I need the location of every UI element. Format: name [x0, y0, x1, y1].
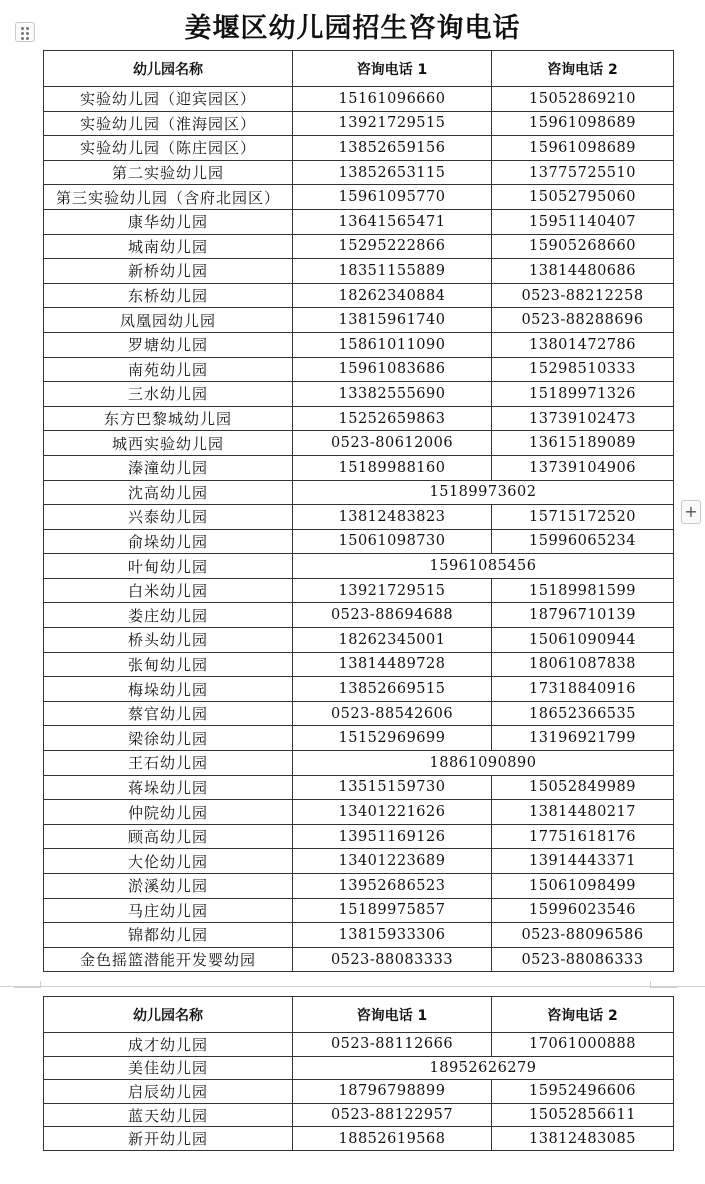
- phone-merged: 18861090890: [293, 751, 674, 776]
- add-column-button[interactable]: +: [681, 500, 701, 524]
- table-row: [44, 234, 674, 259]
- kindergarten-name: 桥头幼儿园: [44, 628, 293, 653]
- table-row: [44, 1127, 674, 1151]
- kindergarten-name: 东方巴黎城幼儿园: [44, 406, 293, 431]
- kindergarten-name: 马庄幼儿园: [44, 898, 293, 923]
- column-header-phone1: 咨询电话 1: [293, 997, 492, 1033]
- phone-2: 15996023546: [492, 898, 674, 923]
- phone-2: 15715172520: [492, 505, 674, 530]
- kindergarten-name: 白米幼儿园: [44, 578, 293, 603]
- phone-1: 15295222866: [293, 234, 492, 259]
- table-row: [44, 185, 674, 210]
- table-row: [44, 898, 674, 923]
- phone-2: 13775725510: [492, 160, 674, 185]
- phone-2: 15961098689: [492, 111, 674, 136]
- phone-2: 15952496606: [492, 1080, 674, 1104]
- phone-1: 13921729515: [293, 578, 492, 603]
- kindergarten-name: 凤凰园幼儿园: [44, 308, 293, 333]
- kindergarten-name: 蔡官幼儿园: [44, 701, 293, 726]
- table-row: [44, 209, 674, 234]
- kindergarten-name: 俞垛幼儿园: [44, 529, 293, 554]
- phone-1: 15152969699: [293, 726, 492, 751]
- table-header-row: [44, 51, 674, 87]
- phone-merged: 15189973602: [293, 480, 674, 505]
- kindergarten-name: 叶甸幼儿园: [44, 554, 293, 579]
- kindergarten-name: 新开幼儿园: [44, 1127, 293, 1151]
- phone-2: 15061098499: [492, 874, 674, 899]
- kindergarten-name: 梅垛幼儿园: [44, 677, 293, 702]
- kindergarten-name: 康华幼儿园: [44, 209, 293, 234]
- table-row: [44, 874, 674, 899]
- phone-2: 15189971326: [492, 382, 674, 407]
- phone-1: 13852653115: [293, 160, 492, 185]
- table-row: [44, 1056, 674, 1080]
- table-row: [44, 283, 674, 308]
- phone-2: 13801472786: [492, 332, 674, 357]
- kindergarten-name: 溱潼幼儿园: [44, 455, 293, 480]
- phone-merged: 15961085456: [293, 554, 674, 579]
- column-header-name: 幼儿园名称: [44, 997, 293, 1033]
- table-row: [44, 160, 674, 185]
- table-row: [44, 87, 674, 112]
- kindergarten-name: 蒋垛幼儿园: [44, 775, 293, 800]
- table-row: [44, 382, 674, 407]
- kindergarten-name: 仲院幼儿园: [44, 800, 293, 825]
- table-row: [44, 677, 674, 702]
- phone-2: 15951140407: [492, 209, 674, 234]
- column-header-phone2: 咨询电话 2: [492, 51, 674, 87]
- table-row: [44, 751, 674, 776]
- kindergarten-name: 美佳幼儿园: [44, 1056, 293, 1080]
- phone-1: 18262345001: [293, 628, 492, 653]
- phone-1: 13382555690: [293, 382, 492, 407]
- phone-1: 13921729515: [293, 111, 492, 136]
- kindergarten-name: 城西实验幼儿园: [44, 431, 293, 456]
- kindergarten-name: 第二实验幼儿园: [44, 160, 293, 185]
- phone-2: 18061087838: [492, 652, 674, 677]
- column-header-name: 幼儿园名称: [44, 51, 293, 87]
- phone-2: 13812483085: [492, 1127, 674, 1151]
- column-header-phone1: 咨询电话 1: [293, 51, 492, 87]
- kindergarten-name: 锦都幼儿园: [44, 923, 293, 948]
- table-row: [44, 357, 674, 382]
- table-row: [44, 726, 674, 751]
- table-row: [44, 480, 674, 505]
- page-break-divider: [0, 986, 705, 987]
- phone-2: 15905268660: [492, 234, 674, 259]
- phone-2: 17318840916: [492, 677, 674, 702]
- table-row: [44, 1033, 674, 1057]
- phone-2: 15996065234: [492, 529, 674, 554]
- kindergarten-name: 东桥幼儿园: [44, 283, 293, 308]
- table-row: [44, 259, 674, 284]
- table-row: [44, 947, 674, 972]
- kindergarten-name: 城南幼儿园: [44, 234, 293, 259]
- phone-1: 13852669515: [293, 677, 492, 702]
- table-row: [44, 1080, 674, 1104]
- phone-1: 0523-88542606: [293, 701, 492, 726]
- phone-1: 0523-88122957: [293, 1103, 492, 1127]
- table-row: [44, 554, 674, 579]
- kindergarten-name: 罗塘幼儿园: [44, 332, 293, 357]
- phone-2: 13814480217: [492, 800, 674, 825]
- phone-1: 0523-80612006: [293, 431, 492, 456]
- phone-2: 17751618176: [492, 824, 674, 849]
- phone-1: 18796798899: [293, 1080, 492, 1104]
- phone-1: 13952686523: [293, 874, 492, 899]
- phone-1: 13951169126: [293, 824, 492, 849]
- phone-1: 15161096660: [293, 87, 492, 112]
- phone-2: 0523-88096586: [492, 923, 674, 948]
- phone-2: 15961098689: [492, 136, 674, 161]
- kindergarten-name: 启辰幼儿园: [44, 1080, 293, 1104]
- phone-1: 15061098730: [293, 529, 492, 554]
- table-row: [44, 603, 674, 628]
- kindergarten-name: 张甸幼儿园: [44, 652, 293, 677]
- column-header-phone2: 咨询电话 2: [492, 997, 674, 1033]
- phone-2: 15052795060: [492, 185, 674, 210]
- kindergarten-name: 梁徐幼儿园: [44, 726, 293, 751]
- phone-2: 13739104906: [492, 455, 674, 480]
- phone-2: 15052869210: [492, 87, 674, 112]
- phone-1: 13815961740: [293, 308, 492, 333]
- kindergarten-name: 第三实验幼儿园（含府北园区）: [44, 185, 293, 210]
- kindergarten-name: 沈高幼儿园: [44, 480, 293, 505]
- table-header-row: [44, 997, 674, 1033]
- phone-1: 13515159730: [293, 775, 492, 800]
- phone-1: 18351155889: [293, 259, 492, 284]
- phone-1: 15961083686: [293, 357, 492, 382]
- table-row: [44, 505, 674, 530]
- phone-2: 15061090944: [492, 628, 674, 653]
- page-title: 姜堰区幼儿园招生咨询电话: [184, 13, 521, 44]
- phone-1: 0523-88083333: [293, 947, 492, 972]
- table-row: [44, 136, 674, 161]
- phone-2: 13739102473: [492, 406, 674, 431]
- table-row: [44, 529, 674, 554]
- phone-2: 15298510333: [492, 357, 674, 382]
- phone-1: 13401221626: [293, 800, 492, 825]
- table-row: [44, 824, 674, 849]
- phone-merged: 18952626279: [293, 1056, 674, 1080]
- kindergarten-name: 三水幼儿园: [44, 382, 293, 407]
- table-row: [44, 775, 674, 800]
- phone-2: 15189981599: [492, 578, 674, 603]
- kindergarten-name: 金色摇篮潜能开发婴幼园: [44, 947, 293, 972]
- phone-2: 13615189089: [492, 431, 674, 456]
- table-row: [44, 578, 674, 603]
- table-row: [44, 652, 674, 677]
- kindergarten-name: 大伦幼儿园: [44, 849, 293, 874]
- kindergarten-name: 兴泰幼儿园: [44, 505, 293, 530]
- phone-1: 13401223689: [293, 849, 492, 874]
- phone-2: 13914443371: [492, 849, 674, 874]
- phone-2: 17061000888: [492, 1033, 674, 1057]
- phone-1: 13812483823: [293, 505, 492, 530]
- phone-table: [43, 50, 674, 972]
- phone-2: 18652366535: [492, 701, 674, 726]
- table-row: [44, 308, 674, 333]
- phone-1: 0523-88694688: [293, 603, 492, 628]
- kindergarten-name: 王石幼儿园: [44, 751, 293, 776]
- phone-table-continued: [43, 996, 674, 1151]
- phone-2: 18796710139: [492, 603, 674, 628]
- table-row: [44, 332, 674, 357]
- phone-1: 15861011090: [293, 332, 492, 357]
- phone-1: 15189988160: [293, 455, 492, 480]
- table-row: [44, 701, 674, 726]
- table-row: [44, 431, 674, 456]
- phone-2: 0523-88288696: [492, 308, 674, 333]
- table-row: [44, 849, 674, 874]
- kindergarten-name: 娄庄幼儿园: [44, 603, 293, 628]
- kindergarten-name: 新桥幼儿园: [44, 259, 293, 284]
- phone-2: 0523-88086333: [492, 947, 674, 972]
- phone-2: 13814480686: [492, 259, 674, 284]
- table-row: [44, 628, 674, 653]
- kindergarten-name: 实验幼儿园（陈庄园区）: [44, 136, 293, 161]
- kindergarten-name: 实验幼儿园（淮海园区）: [44, 111, 293, 136]
- kindergarten-name: 淤溪幼儿园: [44, 874, 293, 899]
- kindergarten-name: 南苑幼儿园: [44, 357, 293, 382]
- phone-1: 13815933306: [293, 923, 492, 948]
- phone-1: 18852619568: [293, 1127, 492, 1151]
- table-row: [44, 1103, 674, 1127]
- phone-1: 0523-88112666: [293, 1033, 492, 1057]
- phone-1: 13814489728: [293, 652, 492, 677]
- table-row: [44, 111, 674, 136]
- phone-2: 13196921799: [492, 726, 674, 751]
- phone-1: 13852659156: [293, 136, 492, 161]
- phone-1: 15189975857: [293, 898, 492, 923]
- table-row: [44, 455, 674, 480]
- phone-2: 0523-88212258: [492, 283, 674, 308]
- kindergarten-name: 蓝天幼儿园: [44, 1103, 293, 1127]
- kindergarten-name: 成才幼儿园: [44, 1033, 293, 1057]
- table-row: [44, 406, 674, 431]
- kindergarten-name: 实验幼儿园（迎宾园区）: [44, 87, 293, 112]
- kindergarten-name: 顾高幼儿园: [44, 824, 293, 849]
- phone-1: 15252659863: [293, 406, 492, 431]
- table-row: [44, 800, 674, 825]
- phone-1: 18262340884: [293, 283, 492, 308]
- phone-1: 13641565471: [293, 209, 492, 234]
- phone-2: 15052849989: [492, 775, 674, 800]
- phone-2: 15052856611: [492, 1103, 674, 1127]
- table-row: [44, 923, 674, 948]
- phone-1: 15961095770: [293, 185, 492, 210]
